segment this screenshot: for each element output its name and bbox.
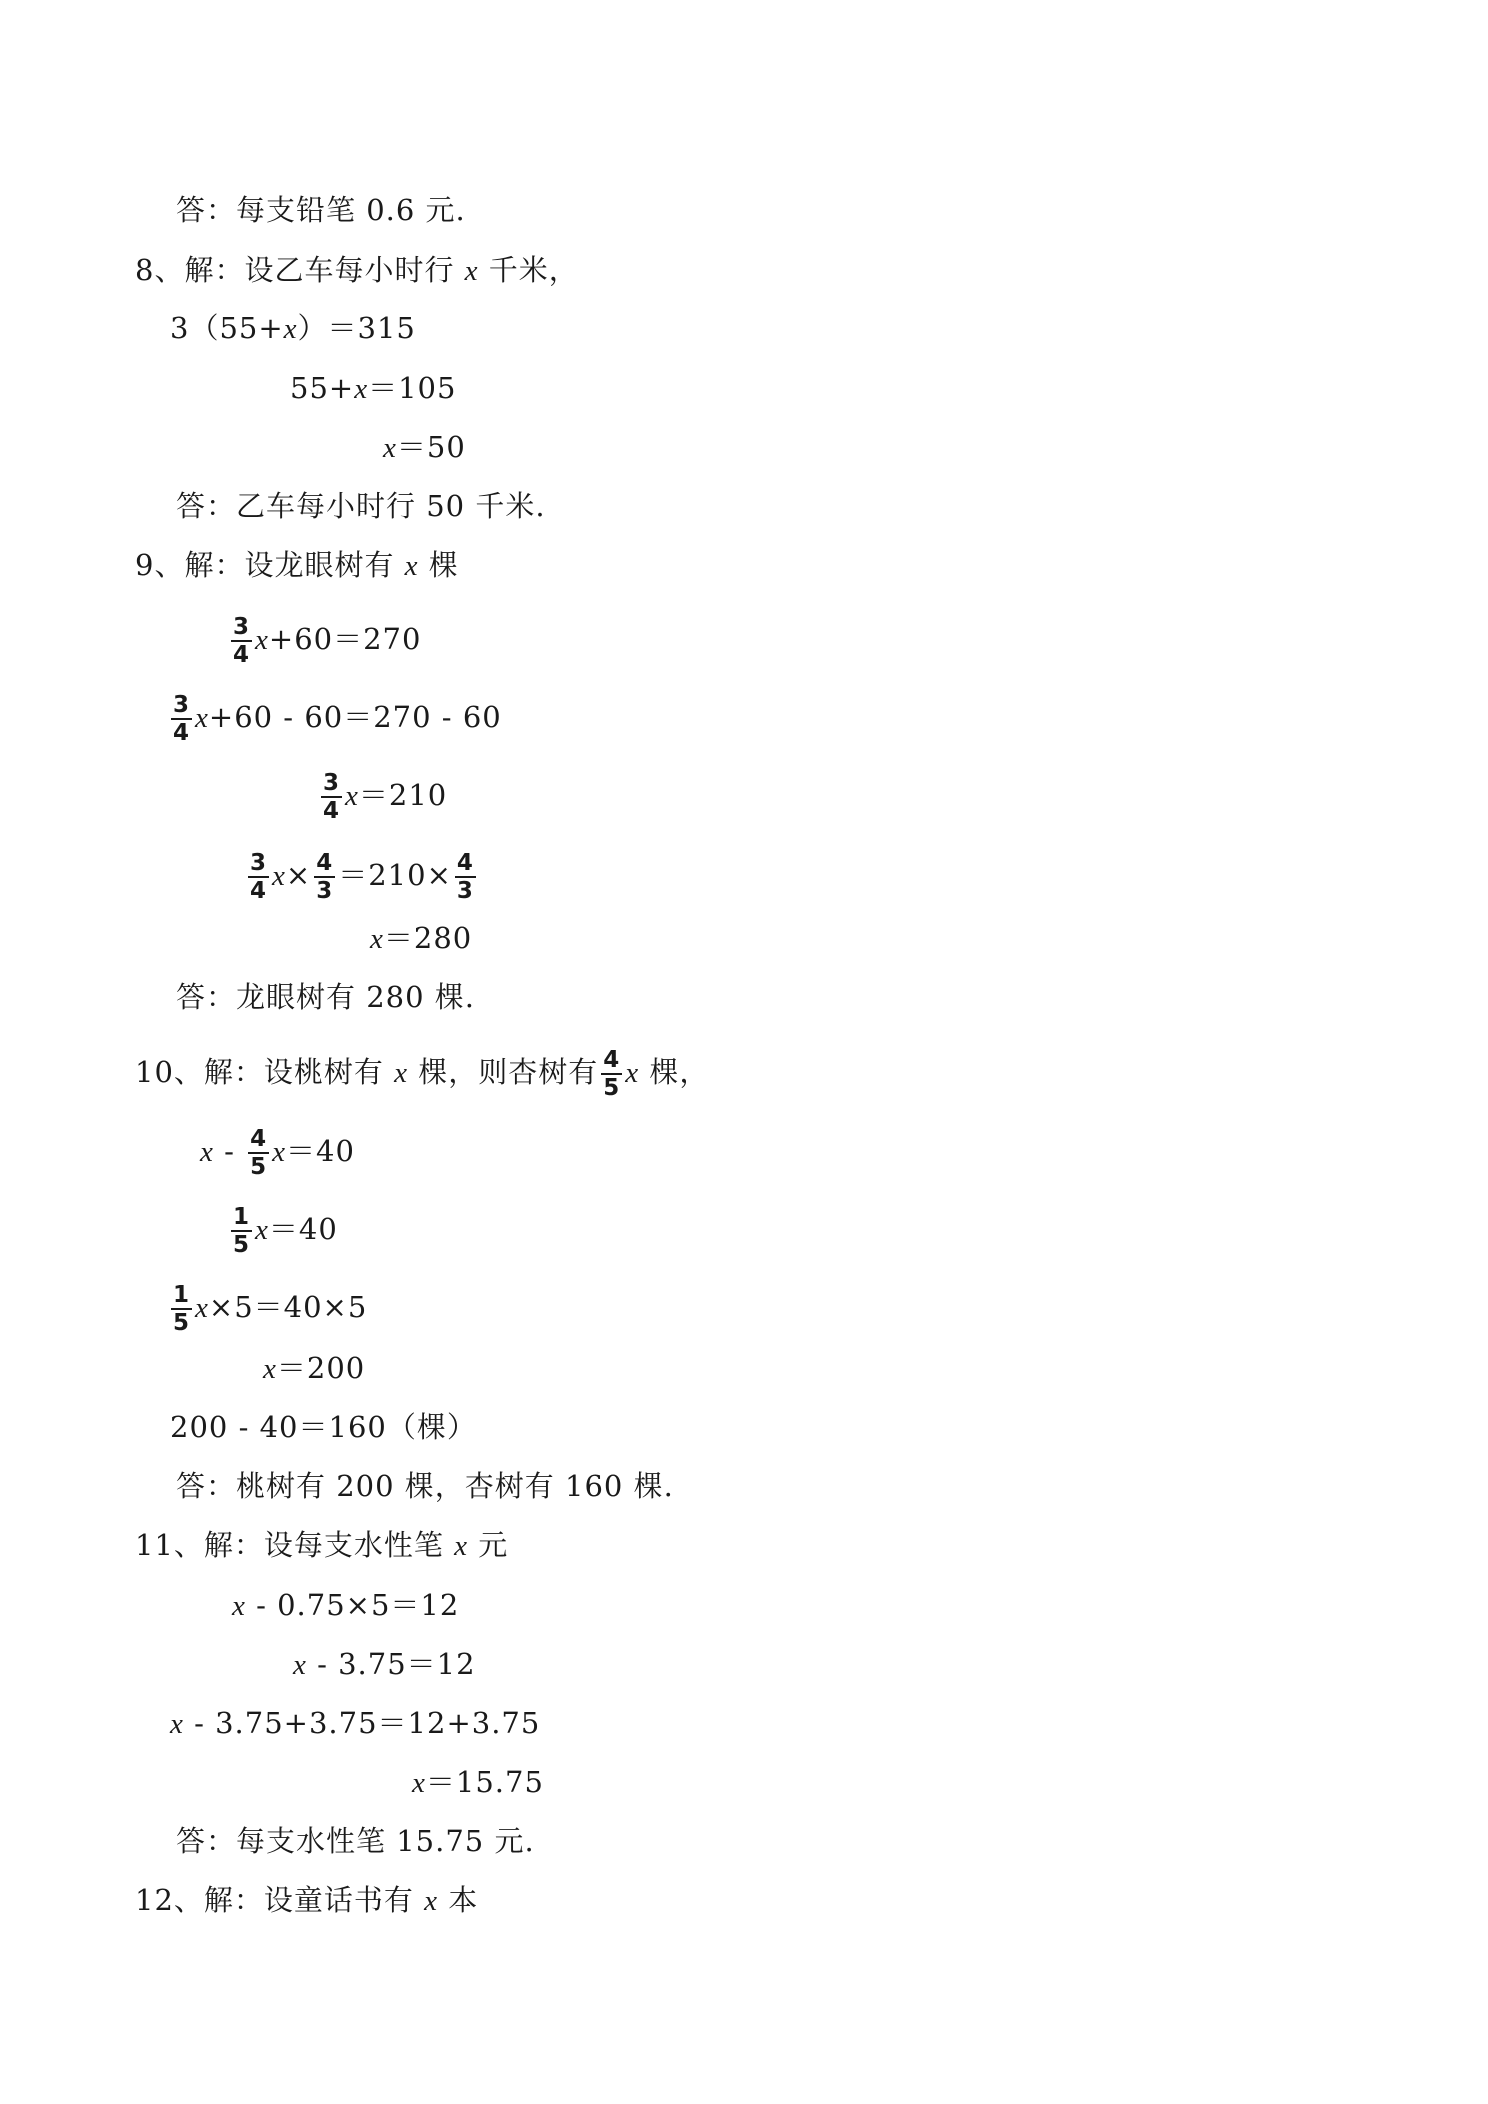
fraction-denominator: 5: [233, 1232, 251, 1258]
variable: x: [424, 1885, 438, 1917]
text-run: 棵，: [639, 1055, 710, 1089]
text-run: 千米，: [478, 253, 579, 287]
variable: x: [412, 1767, 426, 1799]
answer-line: [176, 978, 475, 1016]
fraction: [171, 1282, 192, 1336]
equation-line: [170, 1408, 477, 1446]
equation-line: [263, 1349, 365, 1387]
text-run: ＝40: [268, 1212, 338, 1246]
text-run: 200 - 40＝160（棵）: [170, 1410, 477, 1444]
equation-line: [228, 614, 422, 668]
variable: x: [195, 702, 209, 734]
equation-line: [245, 850, 479, 904]
text-run: 3（55+: [170, 311, 284, 345]
text-run: 9、解：设龙眼树有: [135, 548, 405, 582]
fraction-denominator: 4: [233, 642, 251, 668]
text-run: 棵，则杏树有: [408, 1055, 599, 1089]
fraction: [321, 770, 342, 824]
answer-line: [176, 1467, 674, 1505]
text-run: 答：乙车每小时行 50 千米.: [176, 489, 546, 523]
answer-line: [176, 487, 546, 525]
fraction: [248, 1126, 269, 1180]
variable: x: [255, 1214, 269, 1246]
fraction: [231, 614, 252, 668]
fraction: [601, 1047, 622, 1101]
equation-line: [290, 369, 456, 407]
variable: x: [370, 923, 384, 955]
fraction-numerator: 3: [250, 850, 268, 876]
problem-12-heading: [135, 1881, 478, 1919]
fraction-numerator: 3: [323, 770, 341, 796]
fraction-numerator: 3: [173, 692, 191, 718]
variable: x: [255, 624, 269, 656]
text-run: 答：每支铅笔 0.6 元.: [176, 193, 466, 227]
variable: x: [404, 550, 419, 582]
text-run: ）＝315: [297, 311, 416, 345]
equation-line: [412, 1763, 544, 1801]
equation-line: [232, 1586, 459, 1624]
fraction: [455, 850, 476, 904]
fraction-denominator: 5: [173, 1310, 191, 1336]
text-run: 本: [438, 1883, 479, 1917]
variable: x: [272, 860, 286, 892]
text-run: -: [213, 1134, 246, 1168]
text-run: ＝210: [358, 778, 448, 812]
fraction-denominator: 4: [323, 798, 341, 824]
variable: x: [170, 1708, 184, 1740]
answer-line: [176, 191, 466, 229]
equation-line: [200, 1126, 355, 1180]
variable: x: [232, 1590, 246, 1622]
variable: x: [383, 432, 397, 464]
fraction-numerator: 1: [173, 1282, 191, 1308]
equation-line: [170, 309, 416, 347]
variable: x: [625, 1057, 640, 1089]
text-run: 10、解：设桃树有: [135, 1055, 395, 1089]
equation-line: [370, 919, 472, 957]
equation-line: [318, 770, 448, 824]
fraction-numerator: 4: [456, 850, 474, 876]
equation-line: [170, 1704, 540, 1742]
text-run: ×5＝40×5: [208, 1290, 368, 1324]
text-run: ＝50: [396, 430, 466, 464]
text-run: 答：龙眼树有 280 棵.: [176, 980, 476, 1014]
variable: x: [195, 1292, 209, 1324]
fraction-numerator: 4: [603, 1047, 621, 1073]
text-run: 答：桃树有 200 棵，杏树有 160 棵.: [176, 1469, 674, 1503]
text-run: - 0.75×5＝12: [245, 1588, 460, 1622]
equation-line: [228, 1204, 338, 1258]
fraction: [314, 850, 335, 904]
fraction-denominator: 5: [603, 1075, 621, 1101]
text-run: ＝15.75: [425, 1765, 544, 1799]
variable: x: [454, 1530, 468, 1562]
fraction-denominator: 3: [456, 878, 474, 904]
text-run: ＝280: [383, 921, 473, 955]
text-run: ＝210×: [338, 858, 452, 892]
problem-10-heading: [135, 1047, 710, 1101]
variable: x: [464, 255, 479, 287]
equation-line: [383, 428, 466, 466]
text-run: +60＝270: [268, 622, 422, 656]
variable: x: [200, 1136, 214, 1168]
text-run: +60 - 60＝270 - 60: [208, 700, 502, 734]
text-run: - 3.75＝12: [306, 1647, 476, 1681]
fraction-numerator: 4: [316, 850, 334, 876]
fraction-denominator: 4: [173, 720, 191, 746]
equation-line: [293, 1645, 476, 1683]
text-run: ×: [285, 858, 312, 892]
fraction-denominator: 4: [250, 878, 268, 904]
text-run: 12、解：设童话书有: [135, 1883, 425, 1917]
fraction-numerator: 4: [250, 1126, 268, 1152]
variable: x: [394, 1057, 408, 1089]
text-run: 棵: [418, 548, 459, 582]
text-run: 答：每支水性笔 15.75 元.: [176, 1824, 535, 1858]
text-run: ＝40: [286, 1134, 355, 1168]
text-run: ＝200: [276, 1351, 366, 1385]
problem-11-heading: [135, 1526, 508, 1564]
variable: x: [263, 1353, 277, 1385]
text-run: - 3.75+3.75＝12+3.75: [183, 1706, 541, 1740]
problem-8-heading: [135, 251, 579, 289]
fraction: [248, 850, 269, 904]
variable: x: [272, 1136, 287, 1168]
variable: x: [283, 313, 298, 345]
answer-line: [176, 1822, 535, 1860]
fraction-numerator: 1: [233, 1204, 251, 1230]
text-run: ＝105: [368, 371, 457, 405]
fraction-denominator: 5: [250, 1154, 268, 1180]
equation-line: [168, 1282, 368, 1336]
fraction: [171, 692, 192, 746]
fraction-numerator: 3: [233, 614, 251, 640]
variable: x: [293, 1649, 307, 1681]
fraction: [231, 1204, 252, 1258]
text-run: 55+: [290, 371, 355, 405]
variable: x: [345, 780, 359, 812]
text-run: 元: [468, 1528, 509, 1562]
text-run: 8、解：设乙车每小时行: [135, 253, 465, 287]
variable: x: [354, 373, 369, 405]
equation-line: [168, 692, 502, 746]
text-run: 11、解：设每支水性笔: [135, 1528, 455, 1562]
problem-9-heading: [135, 546, 459, 584]
fraction-denominator: 3: [316, 878, 334, 904]
